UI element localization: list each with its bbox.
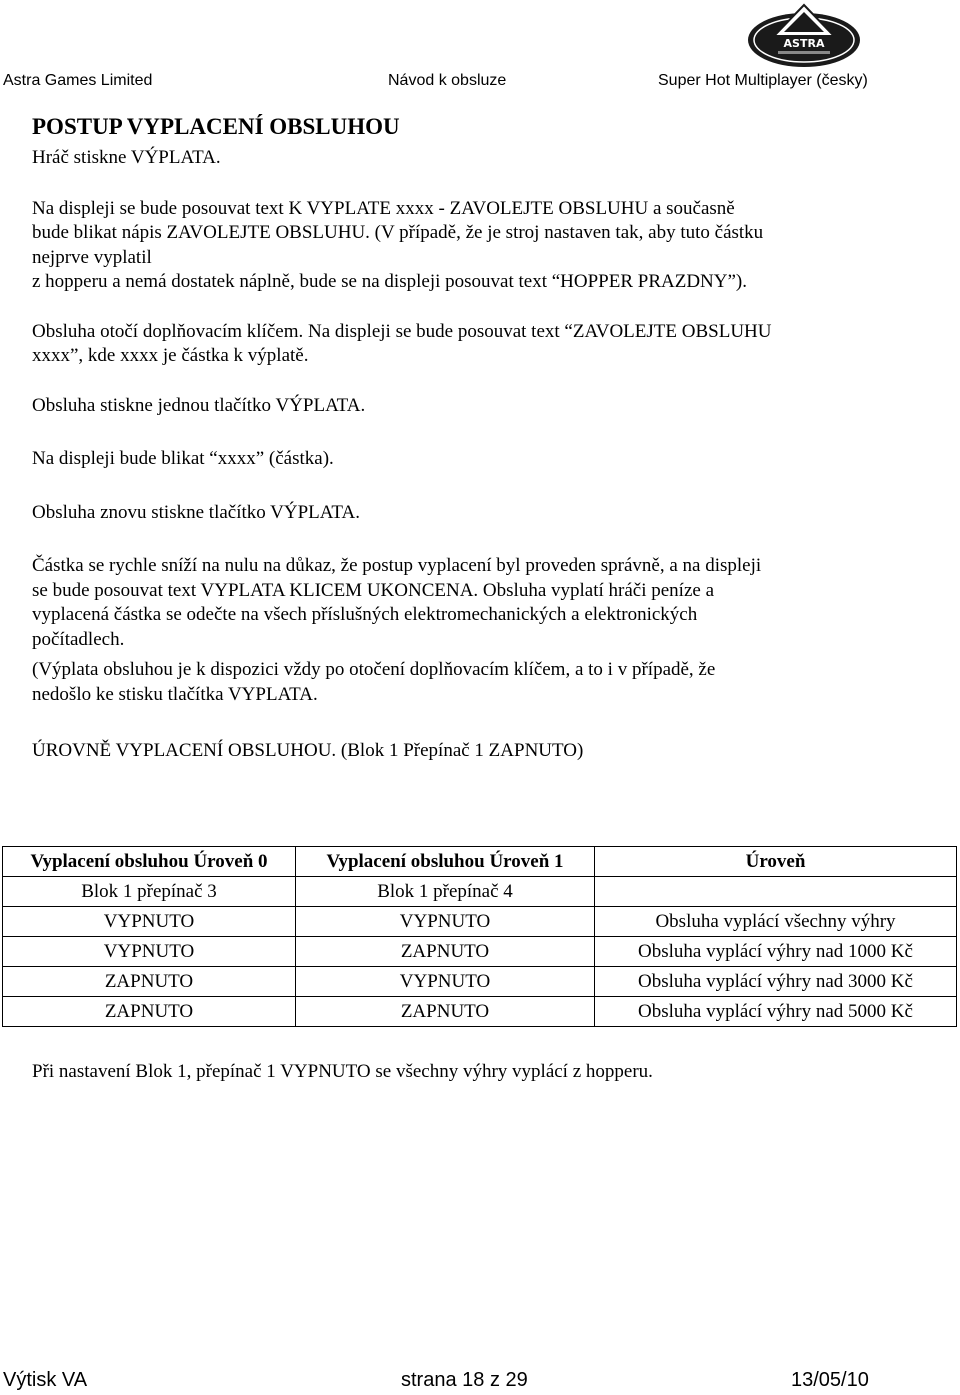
header-product: Super Hot Multiplayer (česky) <box>658 72 868 89</box>
footer-copy-label: Výtisk VA <box>3 1369 88 1391</box>
logo-text: ASTRA <box>783 37 825 50</box>
table-header-cell: Vyplacení obsluhou Úroveň 1 <box>296 847 595 877</box>
paragraph: počítadlech. <box>32 628 125 650</box>
table-row <box>3 877 957 907</box>
paragraph: vyplacená částka se odečte na všech příslušných elektromechanických a elektronických <box>32 604 698 625</box>
table-cell: Obsluha vyplácí všechny výhry <box>595 907 957 937</box>
paragraph: bude blikat nápis ZAVOLEJTE OBSLUHU. (V případě, že je stroj nastaven tak, aby tuto částku <box>32 222 764 243</box>
table-header-row <box>3 847 957 877</box>
page-footer <box>0 1369 960 1395</box>
table-cell: ZAPNUTO <box>296 997 595 1027</box>
paragraph: nejprve vyplatil <box>32 246 152 268</box>
levels-heading: ÚROVNĚ VYPLACENÍ OBSLUHOU. (Blok 1 Přepínač 1 ZAPNUTO) <box>32 740 584 761</box>
table-cell: ZAPNUTO <box>296 937 595 967</box>
paragraph: Na displeji se bude posouvat text K VYPLATE xxxx - ZAVOLEJTE OBSLUHU a současně <box>32 197 735 219</box>
table-cell: Obsluha vyplácí výhry nad 5000 Kč <box>595 997 957 1027</box>
table-header-cell: Úroveň <box>595 847 957 877</box>
paragraph: Částka se rychle sníží na nulu na důkaz, že postup vyplacení byl proveden správně, a na displeji <box>32 555 762 576</box>
footer-page-number: strana 18 z 29 <box>401 1369 528 1391</box>
table-row <box>3 907 957 937</box>
table-cell: ZAPNUTO <box>3 967 296 997</box>
table-row <box>3 937 957 967</box>
table-cell: ZAPNUTO <box>3 997 296 1027</box>
paragraph: Hráč stiskne VÝPLATA. <box>32 147 221 168</box>
table-header-cell: Vyplacení obsluhou Úroveň 0 <box>3 847 296 877</box>
document-body <box>32 112 932 764</box>
table-row <box>3 967 957 997</box>
paragraph: Na displeji bude blikat “xxxx” (částka). <box>32 448 334 469</box>
table-cell: Obsluha vyplácí výhry nad 1000 Kč <box>595 937 957 967</box>
paragraph: z hopperu a nemá dostatek náplně, bude se na displeji posouvat text “HOPPER PRAZDNY”). <box>32 271 747 292</box>
page-header <box>0 72 960 96</box>
table-row <box>3 997 957 1027</box>
section-title: POSTUP VYPLACENÍ OBSLUHOU <box>32 114 400 139</box>
table-cell: Blok 1 přepínač 3 <box>3 877 296 907</box>
paragraph: Obsluha stiskne jednou tlačítko VÝPLATA. <box>32 394 366 416</box>
header-company: Astra Games Limited <box>3 72 153 89</box>
paragraph: xxxx”, kde xxxx je částka k výplatě. <box>32 345 309 366</box>
table-cell: VYPNUTO <box>3 907 296 937</box>
paragraph: (Výplata obsluhou je k dispozici vždy po otočení doplňovacím klíčem, a to i v případě, že <box>32 659 716 680</box>
paragraph: Obsluha otočí doplňovacím klíčem. Na displeji se bude posouvat text “ZAVOLEJTE OBSLUHU <box>32 320 772 342</box>
header-doc-title: Návod k obsluze <box>388 72 507 89</box>
table-cell: Obsluha vyplácí výhry nad 3000 Kč <box>595 967 957 997</box>
paragraph: se bude posouvat text VYPLATA KLICEM UKONCENA. Obsluha vyplatí hráči peníze a <box>32 579 715 601</box>
table-cell: VYPNUTO <box>3 937 296 967</box>
hopper-note: Při nastavení Blok 1, přepínač 1 VYPNUTO se všechny výhry vyplácí z hopperu. <box>32 1061 653 1082</box>
paragraph: nedošlo ke stisku tlačítka VYPLATA. <box>32 683 318 705</box>
astra-logo <box>744 0 864 70</box>
table-cell <box>595 877 957 907</box>
footer-date: 13/05/10 <box>791 1369 869 1391</box>
table-cell: VYPNUTO <box>296 967 595 997</box>
paragraph: Obsluha znovu stiskne tlačítko VÝPLATA. <box>32 501 360 523</box>
table-cell: Blok 1 přepínač 4 <box>296 877 595 907</box>
payout-levels-table <box>2 846 957 1027</box>
table-cell: VYPNUTO <box>296 907 595 937</box>
